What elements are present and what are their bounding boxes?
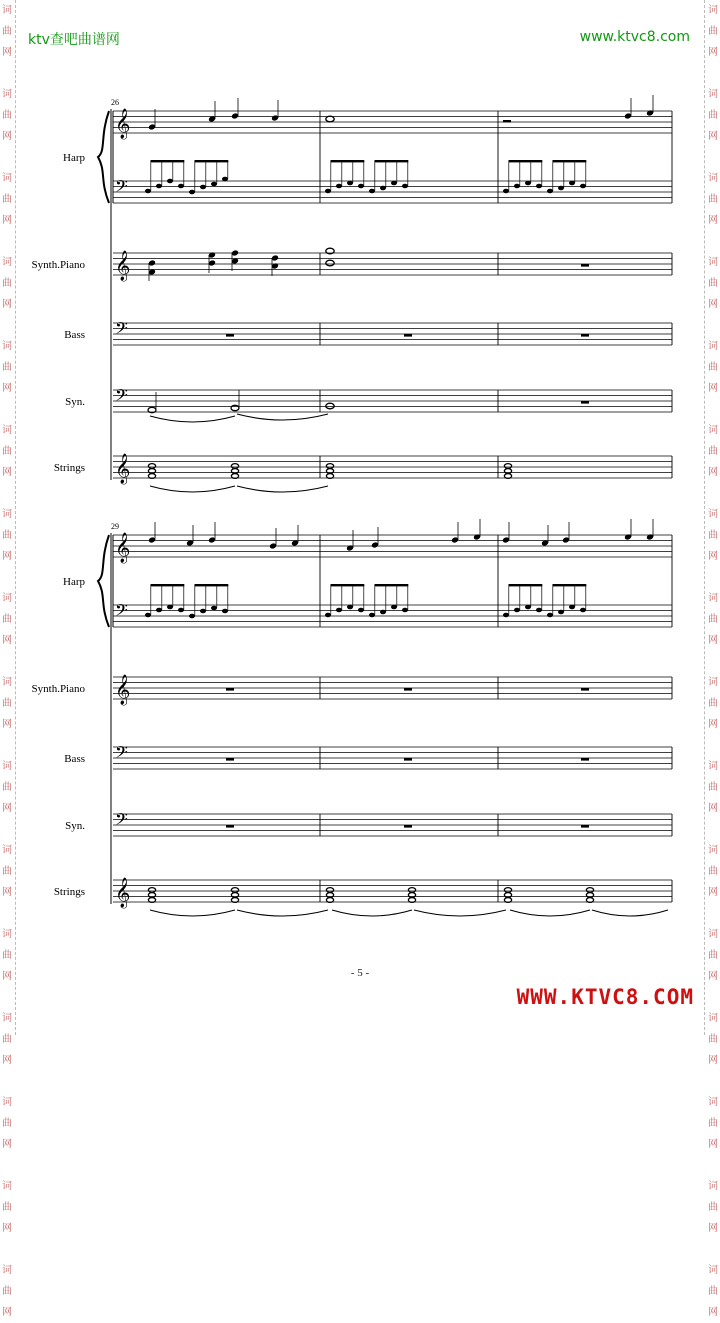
- tie: [237, 486, 328, 492]
- instrument-label-synth-piano: Synth.Piano: [31, 259, 85, 271]
- instrument-label-bass: Bass: [64, 329, 85, 341]
- footer-logo: WWW.KTVC8.COM: [516, 985, 694, 1009]
- eighth-note-head: [222, 609, 228, 614]
- eighth-note-head: [145, 613, 151, 618]
- half-rest: [503, 120, 511, 122]
- tie: [414, 910, 506, 916]
- site-url-header: www.ktvc8.com: [579, 29, 690, 45]
- whole-rest: [581, 401, 589, 404]
- whole-rest: [226, 688, 234, 691]
- tie: [237, 910, 328, 916]
- eighth-note-head: [503, 189, 509, 194]
- beam: [151, 584, 185, 586]
- whole-rest: [581, 825, 589, 828]
- eighth-note-head: [189, 190, 195, 195]
- eighth-note-head: [547, 189, 553, 194]
- eighth-note-head: [514, 184, 520, 189]
- eighth-note-head: [503, 613, 509, 618]
- harp-brace: [98, 111, 109, 203]
- measure-number: 29: [111, 522, 119, 531]
- page-number: - 5 -: [350, 967, 370, 979]
- treble-clef: 𝄞: [115, 878, 131, 908]
- eighth-note-head: [558, 610, 564, 615]
- eighth-note-head: [580, 184, 586, 189]
- eighth-note-head: [525, 181, 531, 186]
- eighth-note-head: [336, 184, 342, 189]
- chord-note: [408, 888, 415, 893]
- treble-clef: 𝄞: [115, 533, 131, 563]
- treble-clef: 𝄞: [115, 675, 131, 705]
- treble-clef: 𝄞: [115, 454, 131, 484]
- eighth-note-head: [156, 184, 162, 189]
- eighth-note-head: [558, 186, 564, 191]
- instrument-label-strings: Strings: [53, 462, 85, 474]
- whole-note: [326, 116, 334, 122]
- eighth-note-head: [514, 608, 520, 613]
- bass-clef: 𝄢: [115, 742, 128, 766]
- bass-clef: 𝄢: [115, 600, 128, 624]
- eighth-note-head: [167, 605, 173, 610]
- watermark-strip-right: 词 曲 网 词 曲 网 词 曲 网 词 曲 网 词 曲 网 词 曲 网 词 曲 网 词 曲 网 词 曲 网 词 曲 网 词 曲 网 词 曲 网 词 曲 网 词 曲 网 词 曲 网 词 曲 网: [708, 5, 718, 1318]
- eighth-note-head: [178, 184, 184, 189]
- tie: [150, 910, 235, 916]
- eighth-note-head: [156, 608, 162, 613]
- eighth-note-head: [569, 605, 575, 610]
- treble-clef: 𝄞: [115, 251, 131, 281]
- eighth-note-head: [189, 614, 195, 619]
- eighth-note-head: [569, 181, 575, 186]
- whole-rest: [581, 334, 589, 337]
- eighth-note-head: [536, 608, 542, 613]
- eighth-note-head: [336, 608, 342, 613]
- watermark-strip-left: 词 曲 网 词 曲 网 词 曲 网 词 曲 网 词 曲 网 词 曲 网 词 曲 网 词 曲 网 词 曲 网 词 曲 网 词 曲 网 词 曲 网 词 曲 网 词 曲 网 词 曲 网 词 曲 网: [2, 5, 12, 1318]
- eighth-note-head: [402, 184, 408, 189]
- eighth-note-head: [391, 181, 397, 186]
- eighth-note-head: [211, 606, 217, 611]
- whole-rest: [581, 758, 589, 761]
- beam: [331, 160, 365, 162]
- beam: [375, 160, 409, 162]
- eighth-note-head: [391, 605, 397, 610]
- chord-note: [504, 888, 511, 893]
- whole-rest: [404, 758, 412, 761]
- tie: [510, 910, 590, 916]
- instrument-label-strings: Strings: [53, 886, 85, 898]
- instrument-label-synth-piano: Synth.Piano: [31, 683, 85, 695]
- tie: [592, 910, 668, 916]
- chord-note: [231, 464, 238, 469]
- eighth-note-head: [358, 608, 364, 613]
- eighth-note-head: [167, 179, 173, 184]
- instrument-label-bass: Bass: [64, 753, 85, 765]
- bass-clef: 𝄢: [115, 176, 128, 200]
- whole-rest: [581, 688, 589, 691]
- instrument-label-syn: Syn.: [65, 396, 85, 408]
- eighth-note-head: [369, 613, 375, 618]
- beam: [151, 160, 185, 162]
- instrument-label-harp: Harp: [63, 152, 85, 164]
- eighth-note-head: [369, 189, 375, 194]
- tie: [150, 486, 235, 492]
- harp-brace: [98, 535, 109, 627]
- chord-note: [586, 888, 593, 893]
- chord-note: [326, 464, 333, 469]
- instrument-label-syn: Syn.: [65, 820, 85, 832]
- bass-clef: 𝄢: [115, 809, 128, 833]
- whole-rest: [226, 825, 234, 828]
- chord-note: [504, 464, 511, 469]
- eighth-note-head: [347, 605, 353, 610]
- beam: [195, 160, 229, 162]
- eighth-note-head: [547, 613, 553, 618]
- instrument-label-harp: Harp: [63, 576, 85, 588]
- eighth-note-head: [402, 608, 408, 613]
- chord-note: [326, 888, 333, 893]
- chord-note: [148, 464, 155, 469]
- eighth-note-head: [347, 181, 353, 186]
- eighth-note-head: [525, 605, 531, 610]
- beam: [195, 584, 229, 586]
- eighth-note-head: [325, 189, 331, 194]
- eighth-note-head: [145, 189, 151, 194]
- eighth-note-head: [222, 177, 228, 182]
- measure-number: 26: [111, 98, 119, 107]
- beam: [509, 160, 543, 162]
- beam: [553, 160, 587, 162]
- eighth-note-head: [580, 608, 586, 613]
- whole-note: [326, 403, 334, 409]
- chord-note: [231, 888, 238, 893]
- whole-rest: [226, 334, 234, 337]
- whole-rest: [404, 334, 412, 337]
- beam: [331, 584, 365, 586]
- eighth-note-head: [211, 182, 217, 187]
- eighth-note-head: [380, 186, 386, 191]
- eighth-note-head: [325, 613, 331, 618]
- treble-clef: 𝄞: [115, 109, 131, 139]
- site-name-header: ktv查吧曲谱网: [28, 32, 120, 48]
- bass-clef: 𝄢: [115, 318, 128, 342]
- beam: [375, 584, 409, 586]
- tie: [332, 910, 412, 916]
- tie: [150, 416, 235, 422]
- eighth-note-head: [358, 184, 364, 189]
- bass-clef: 𝄢: [115, 385, 128, 409]
- beam: [509, 584, 543, 586]
- eighth-note-head: [178, 608, 184, 613]
- tie: [237, 414, 328, 420]
- whole-rest: [404, 825, 412, 828]
- eighth-note-head: [200, 185, 206, 190]
- whole-rest: [404, 688, 412, 691]
- eighth-note-head: [380, 610, 386, 615]
- whole-rest: [226, 758, 234, 761]
- whole-note: [326, 260, 334, 266]
- chord-note: [148, 888, 155, 893]
- beam: [553, 584, 587, 586]
- whole-rest: [581, 264, 589, 267]
- eighth-note-head: [536, 184, 542, 189]
- eighth-note-head: [200, 609, 206, 614]
- half-note: [231, 405, 239, 410]
